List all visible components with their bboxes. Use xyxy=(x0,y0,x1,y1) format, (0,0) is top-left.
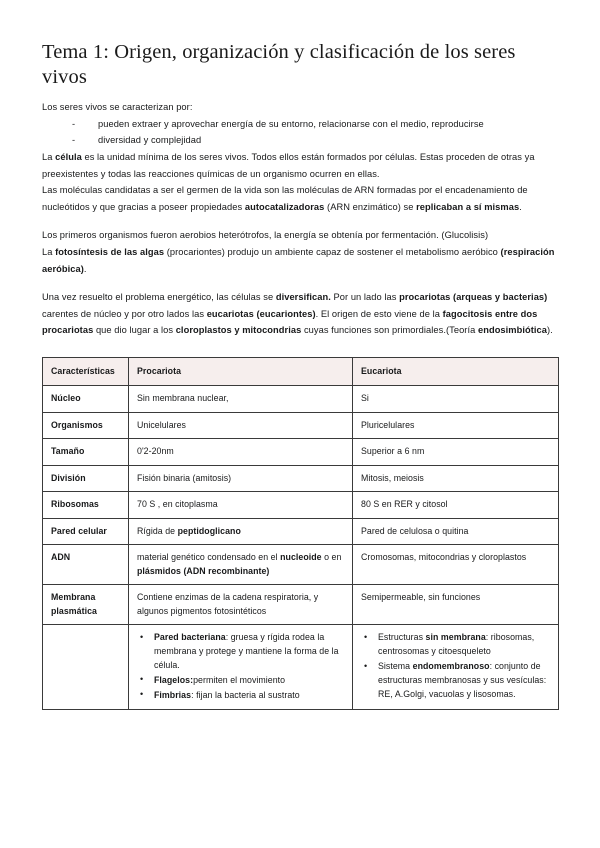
body-text: permiten el movimiento xyxy=(193,674,286,685)
row-membrana-plasmatica-eucariota xyxy=(353,585,559,625)
table-row xyxy=(43,386,559,413)
body-text: La xyxy=(42,246,56,257)
p-arn xyxy=(42,182,558,215)
body-paragraphs xyxy=(42,149,558,339)
intro-list-item xyxy=(42,116,558,133)
emphasis-text: peptidoglicano xyxy=(177,525,241,536)
bullet-list-item xyxy=(137,631,345,672)
body-text: ). xyxy=(547,325,553,336)
p-aerobios xyxy=(42,227,558,244)
bullet-list-item xyxy=(137,689,345,703)
body-text: 0'2-20nm xyxy=(137,446,174,457)
body-text: Estructuras xyxy=(378,632,426,643)
p-diversificacion xyxy=(42,289,558,339)
emphasis-text: plásmidos (ADN recombinante) xyxy=(137,565,270,576)
emphasis-text: sin membrana xyxy=(425,632,486,643)
row-pared-celular-feature: Pared celular xyxy=(43,518,129,545)
emphasis-text: endomembranoso xyxy=(412,661,490,671)
body-text: Los primeros organismos fueron aerobios heterótrofos, la energía se obtenía por fermentación. (Glucolisis) xyxy=(42,230,489,241)
intro-lead: Los seres vivos se caracterizan por: xyxy=(42,102,193,113)
emphasis-text: (respiración aeróbica) xyxy=(42,246,555,274)
body-text: La xyxy=(42,151,56,162)
body-text: material genético condensado en el xyxy=(137,552,281,563)
row-nucleo-eucariota xyxy=(353,386,559,413)
column-header-procariota: Procariota xyxy=(129,357,353,386)
emphasis-text: nucleoide xyxy=(280,552,322,563)
row-division-procariota xyxy=(129,465,353,492)
body-text: cuyas funciones son primordiales.(Teoría xyxy=(301,325,478,336)
emphasis-text: procariotas (arqueas y bacterias) xyxy=(399,292,548,303)
p-fotosintesis xyxy=(42,244,558,277)
row-membrana-plasmatica-feature: Membrana plasmática xyxy=(43,585,129,625)
body-text: (procariontes) produjo un ambiente capaz de sostener el metabolismo aeróbico xyxy=(164,246,501,257)
body-text: Si xyxy=(361,393,369,404)
row-adn-feature: ADN xyxy=(43,545,129,585)
emphasis-text: cloroplastos y mitocondrias xyxy=(175,325,302,336)
emphasis-text: célula xyxy=(55,151,82,162)
emphasis-text: endosimbiótica xyxy=(477,325,548,336)
comparison-table xyxy=(42,357,559,710)
table-header-row xyxy=(43,357,559,386)
body-text: Sistema xyxy=(378,661,413,671)
body-text: Cromosomas, mitocondrias y cloroplastos xyxy=(361,552,527,563)
emphasis-text: replicaban a sí mismas xyxy=(416,201,520,212)
row-tamano-eucariota xyxy=(353,439,559,466)
row-division-eucariota xyxy=(353,465,559,492)
body-text: Por un lado las xyxy=(330,292,400,303)
body-text: Fisión binaria (amitosis) xyxy=(137,472,232,483)
row-nucleo-procariota xyxy=(129,386,353,413)
row-tamano-procariota xyxy=(129,439,353,466)
body-text: : fijan la bacteria al sustrato xyxy=(191,689,300,700)
row-estructuras-feature xyxy=(43,625,129,710)
body-text: Sin membrana nuclear, xyxy=(137,393,229,404)
emphasis-text: autocatalizadoras xyxy=(244,201,325,212)
body-text: . xyxy=(83,263,87,274)
p-celula xyxy=(42,149,558,182)
bullet-list xyxy=(361,631,551,701)
body-text: o en xyxy=(321,552,342,563)
table-row xyxy=(43,465,559,492)
row-organismos-eucariota xyxy=(353,412,559,439)
body-text: Mitosis, meiosis xyxy=(361,472,424,483)
body-text: 80 S en RER y citosol xyxy=(361,499,448,510)
intro-dash-list xyxy=(42,116,558,149)
emphasis-text: fagocitosis entre dos procariotas xyxy=(42,308,538,336)
body-text: carentes de núcleo y por otro lados las xyxy=(42,308,207,319)
bullet-list-item xyxy=(361,660,551,701)
bullet-list xyxy=(137,631,345,702)
table-row xyxy=(43,545,559,585)
emphasis-text: eucariotas (eucariontes) xyxy=(206,308,316,319)
body-text: Una vez resuelto el problema energético, las células se xyxy=(42,292,276,303)
table-row xyxy=(43,585,559,625)
table-row xyxy=(43,518,559,545)
row-organismos-procariota xyxy=(129,412,353,439)
page-title: Tema 1: Origen, organización y clasificación de los seres vivos xyxy=(42,41,516,88)
row-ribosomas-procariota xyxy=(129,492,353,519)
body-text: . xyxy=(519,201,522,212)
table-row xyxy=(43,625,559,710)
row-estructuras-eucariota xyxy=(353,625,559,710)
row-ribosomas-eucariota xyxy=(353,492,559,519)
body-text: 70 S , en citoplasma xyxy=(137,499,218,510)
body-text: es la unidad mínima de los seres vivos. Todos ellos están formados por células. Estas proceden de otras ya preexistentes y todas las reacciones químicas de un organismo ocurren en ellas. xyxy=(42,151,535,179)
bullet-list-item xyxy=(137,674,345,688)
bullet-list-item xyxy=(361,631,551,659)
emphasis-text: Pared bacteriana xyxy=(154,632,226,643)
row-membrana-plasmatica-procariota xyxy=(129,585,353,625)
body-text: Las moléculas candidatas a ser el germen de la vida son las moléculas de ARN formadas por el encadenamiento de nucleótidos y que gracias a poseer propiedades xyxy=(42,185,528,212)
body-text: Rígida de xyxy=(137,525,178,536)
column-header-caracteristicas: Características xyxy=(43,357,129,386)
row-adn-procariota xyxy=(129,545,353,585)
row-tamano-feature: Tamaño xyxy=(43,439,129,466)
table-row xyxy=(43,439,559,466)
row-estructuras-procariota xyxy=(129,625,353,710)
body-text: Contiene enzimas de la cadena respiratoria, y algunos pigmentos fotosintéticos xyxy=(137,592,319,616)
row-pared-celular-procariota xyxy=(129,518,353,545)
row-division-feature: División xyxy=(43,465,129,492)
body-text: : gruesa y rígida rodea la membrana y protege y mantiene la forma de la célula. xyxy=(154,632,339,670)
row-ribosomas-feature: Ribosomas xyxy=(43,492,129,519)
emphasis-text: Flagelos: xyxy=(154,674,194,685)
body-text: que dio lugar a los xyxy=(93,325,176,336)
body-text: (ARN enzimático) se xyxy=(324,201,417,212)
body-text: Superior a 6 nm xyxy=(361,446,425,457)
row-adn-eucariota xyxy=(353,545,559,585)
table-body xyxy=(43,386,559,710)
intro-list-item xyxy=(42,132,558,149)
body-text: : conjunto de estructuras membranosas y sus vesículas: RE, A.Golgi, vacuolas y lisosomas. xyxy=(378,661,547,699)
emphasis-text: diversifican. xyxy=(275,292,331,303)
dash-marker: - xyxy=(72,135,76,146)
emphasis-text: Fimbrias xyxy=(154,689,192,700)
row-nucleo-feature: Núcleo xyxy=(43,386,129,413)
table-row xyxy=(43,492,559,519)
row-pared-celular-eucariota xyxy=(353,518,559,545)
emphasis-text: fotosíntesis de las algas xyxy=(55,246,165,257)
dash-marker: - xyxy=(72,118,76,129)
body-text: Unicelulares xyxy=(137,419,187,430)
intro-list-item-text: pueden extraer y aprovechar energía de su entorno, relacionarse con el medio, reproducirse xyxy=(98,118,484,129)
row-organismos-feature: Organismos xyxy=(43,412,129,439)
column-header-eucariota: Eucariota xyxy=(353,357,559,386)
body-text: Pluricelulares xyxy=(361,419,415,430)
body-text: . El origen de esto viene de la xyxy=(315,308,443,319)
table-row xyxy=(43,412,559,439)
body-text: Semipermeable, sin funciones xyxy=(361,592,481,603)
body-text: Pared de celulosa o quitina xyxy=(361,525,469,536)
intro-list-item-text: diversidad y complejidad xyxy=(98,135,202,146)
body-text: : ribosomas, centrosomas y citoesqueleto xyxy=(378,632,535,657)
